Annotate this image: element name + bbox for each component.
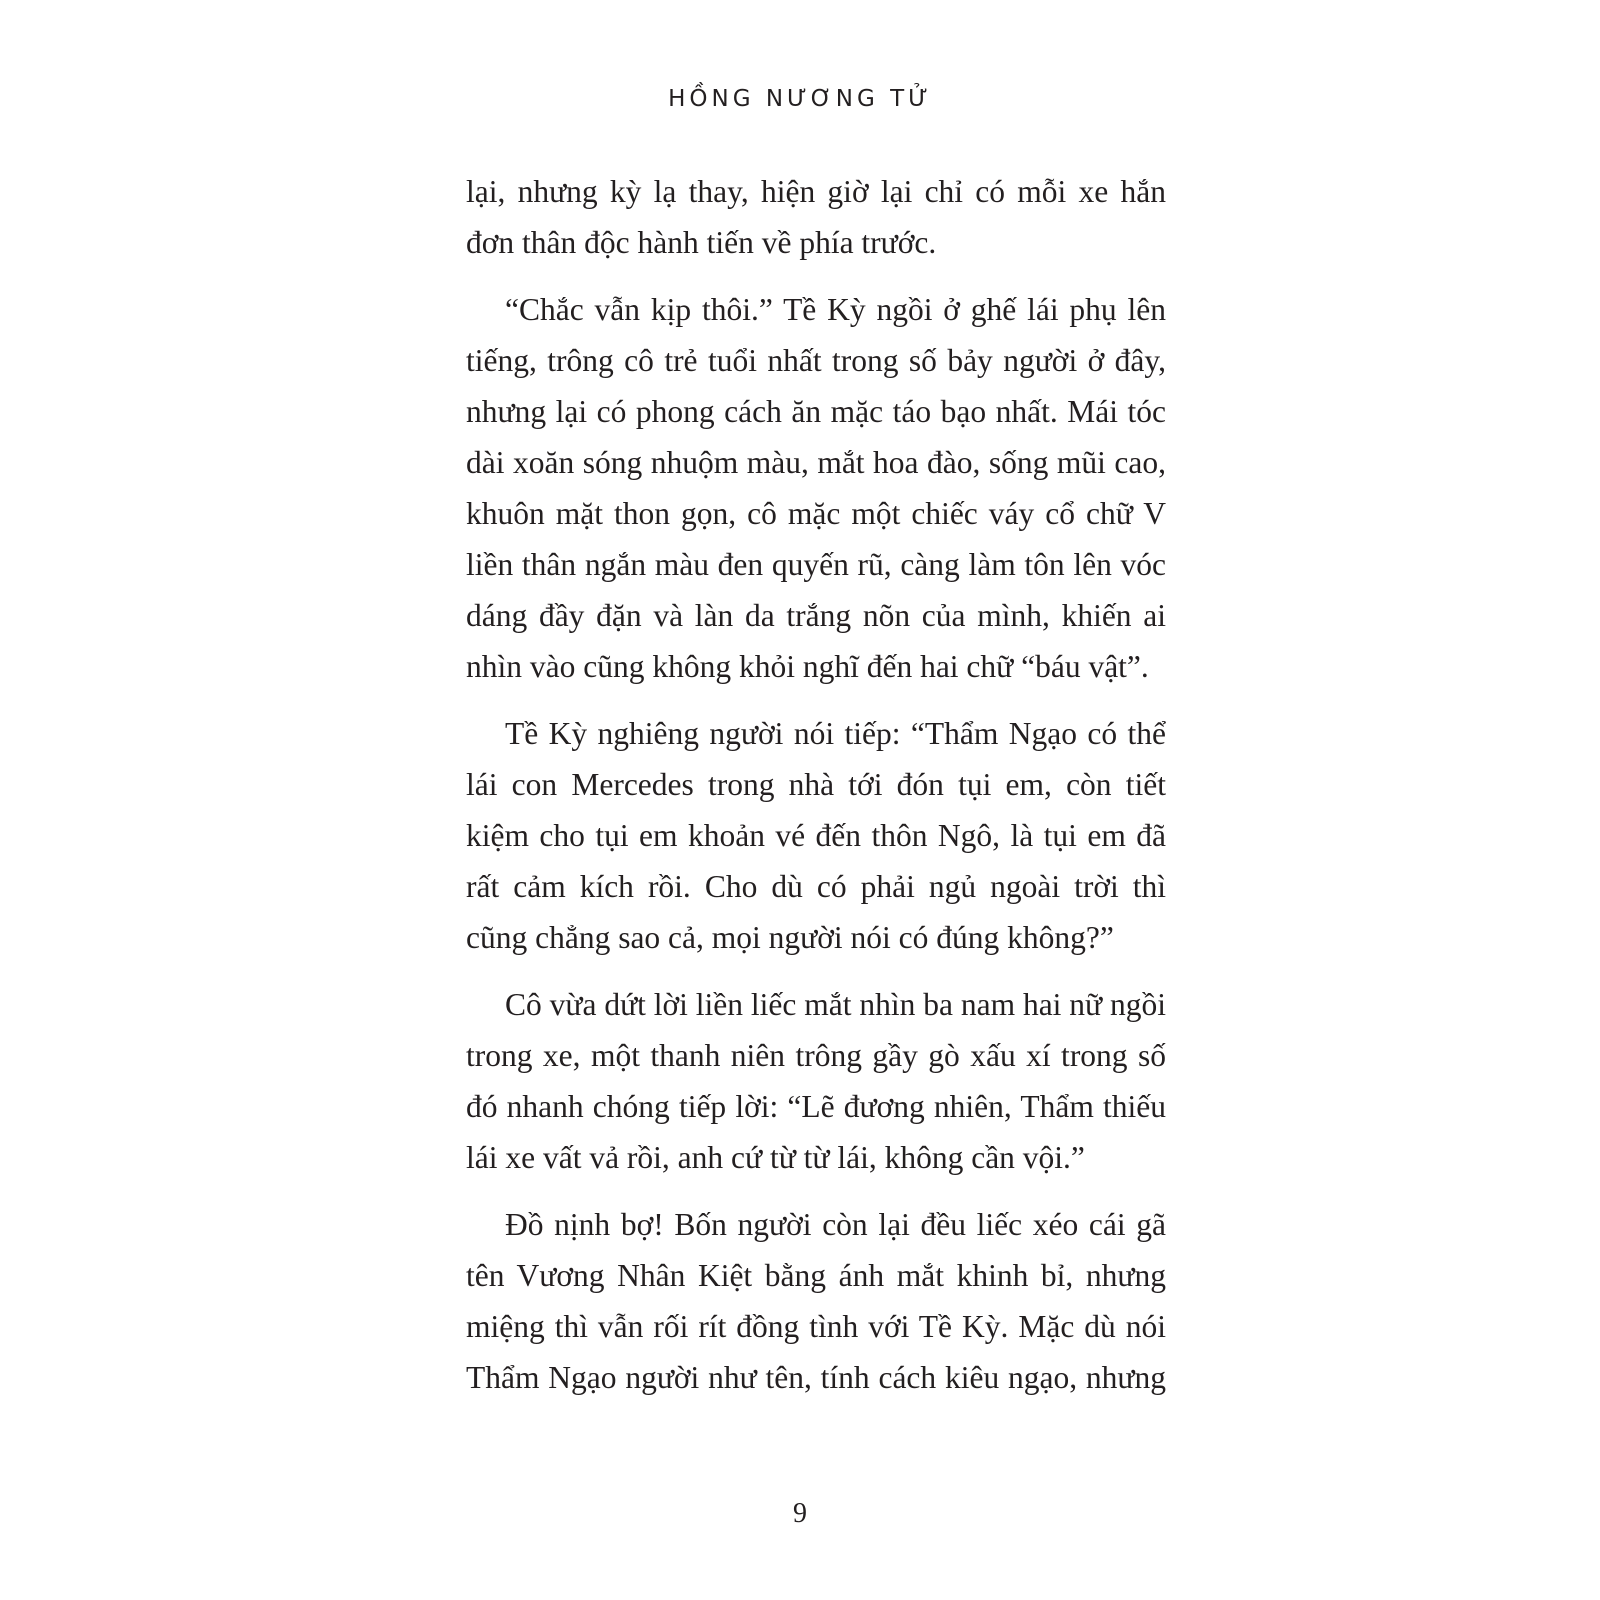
page-number: 9 [793,1498,807,1529]
paragraph: “Chắc vẫn kịp thôi.” Tề Kỳ ngồi ở ghế lái phụ lên tiếng, trông cô trẻ tuổi nhất trong số bảy người ở đây, nhưng lại có phong cách ăn mặc táo bạo nhất. Mái tóc dài xoăn sóng nhuộm màu, mắt hoa đào, sống mũi cao, khuôn mặt thon gọn, cô mặc một chiếc váy cổ chữ V liền thân ngắn màu đen quyến rũ, càng làm tôn lên vóc dáng đầy đặn và làn da trắng nõn của mình, khiến ai nhìn vào cũng không khỏi nghĩ đến hai chữ “báu vật”. [466,292,1166,684]
paragraph-continuation: lại, nhưng kỳ lạ thay, hiện giờ lại chỉ có mỗi xe hắn đơn thân độc hành tiến về phía trước. [466,174,1166,260]
running-title: HỒNG NƯƠNG TỬ [668,86,932,112]
paragraph: Tề Kỳ nghiêng người nói tiếp: “Thẩm Ngạo có thể lái con Mercedes trong nhà tới đón tụi em, còn tiết kiệm cho tụi em khoản vé đến thôn Ngô, là tụi em đã rất cảm kích rồi. Cho dù có phải ngủ ngoài trời thì cũng chẳng sao cả, mọi người nói có đúng không?” [466,716,1166,955]
paragraph: Cô vừa dứt lời liền liếc mắt nhìn ba nam hai nữ ngồi trong xe, một thanh niên trông gầy gò xấu xí trong số đó nhanh chóng tiếp lời: “Lẽ đương nhiên, Thẩm thiếu lái xe vất vả rồi, anh cứ từ từ lái, không cần vội.” [466,987,1167,1175]
body-text [466,166,1166,1403]
paragraph: Đồ nịnh bợ! Bốn người còn lại đều liếc xéo cái gã tên Vương Nhân Kiệt bằng ánh mắt khinh bỉ, nhưng miệng thì vẫn rối rít đồng tình với Tề Kỳ. Mặc dù nói Thẩm Ngạo người như tên, tính cách kiêu ngạo, nhưng [466,1207,1166,1395]
